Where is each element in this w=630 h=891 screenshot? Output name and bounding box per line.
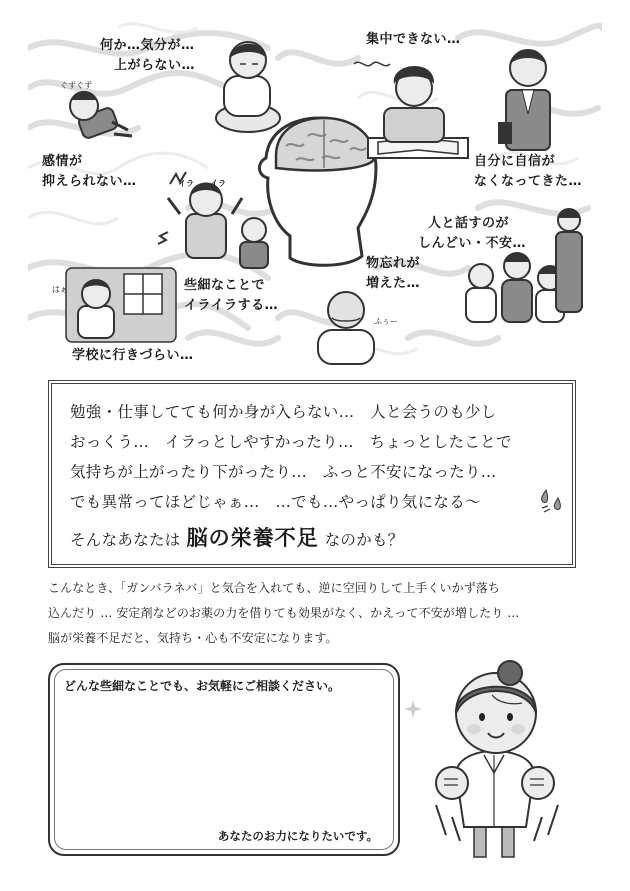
consultation-box	[48, 663, 400, 856]
paragraph-line: こんなとき、「ガンバラネバ」と気合を入れても、逆に空回りして上手くいかず落ち	[48, 581, 501, 595]
message-line-2: おっくう… イラっとしやすかったり… ちょっとしたことで	[70, 433, 512, 451]
label-irritation: 些細なことで イライラする…	[184, 278, 279, 313]
figure-forget-elder	[318, 292, 374, 364]
sound-sigh: はぁ	[52, 285, 68, 294]
message-line-4: でも異常ってほどじゃぁ… …でも…やっぱり気になる～	[70, 493, 481, 511]
label-confidence: 自分に自信が なくなってきた…	[474, 154, 583, 189]
figure-mood-woman	[216, 42, 280, 132]
label-emotion: 感情が 抑えられない…	[42, 154, 137, 189]
consultation-heading: どんな些細なことでも、お気軽にご相談ください。	[64, 679, 341, 693]
sound-ira-2: イラ	[210, 179, 226, 188]
sound-phew: ふぅー	[374, 317, 398, 326]
conclusion-suffix: なのかも？	[324, 531, 404, 549]
label-school: 学校に行きづらい…	[72, 348, 194, 363]
sound-fuss: ぐずぐず	[60, 81, 92, 90]
conclusion-highlight: 脳の栄養不足	[186, 526, 319, 550]
label-forget: 物忘れが 増えた…	[366, 256, 421, 291]
explanation-paragraph	[48, 576, 588, 651]
label-focus: 集中できない…	[366, 32, 461, 47]
consultation-box-inner-border	[54, 669, 394, 850]
label-mood: 何か…気分が… 上がらない…	[100, 38, 196, 73]
sweat-drops-icon	[538, 488, 568, 514]
sparkle-icon	[404, 700, 422, 718]
figure-school-child	[66, 268, 176, 342]
label-people: 人と話すのが しんどい・不安…	[418, 216, 527, 251]
nurse-illustration	[422, 655, 572, 865]
paragraph-line: 込んだり … 安定剤などのお薬の力を借りても効果がなく、かえって不安が増したり …	[48, 606, 520, 620]
figure-confidence-man	[498, 50, 550, 150]
conclusion-prefix: そんなあなたは	[70, 531, 181, 549]
paragraph-line: 脳が栄養不足だと、気持ち・心も不安定になります。	[48, 631, 338, 645]
sound-ira-1: イラ	[178, 179, 194, 188]
consultation-footer: あなたのお力になりたいです。	[217, 829, 378, 843]
figure-focus-man	[354, 62, 468, 158]
message-conclusion	[70, 522, 404, 552]
message-box	[48, 380, 576, 568]
illustration	[28, 18, 602, 370]
message-line-3: 気持ちが上がったり下がったり… ふっと不安になったり…	[70, 463, 497, 481]
brain-head-figure	[259, 118, 376, 265]
message-line-1: 勉強・仕事してても何か身が入らない… 人と会うのも少し	[70, 403, 497, 421]
